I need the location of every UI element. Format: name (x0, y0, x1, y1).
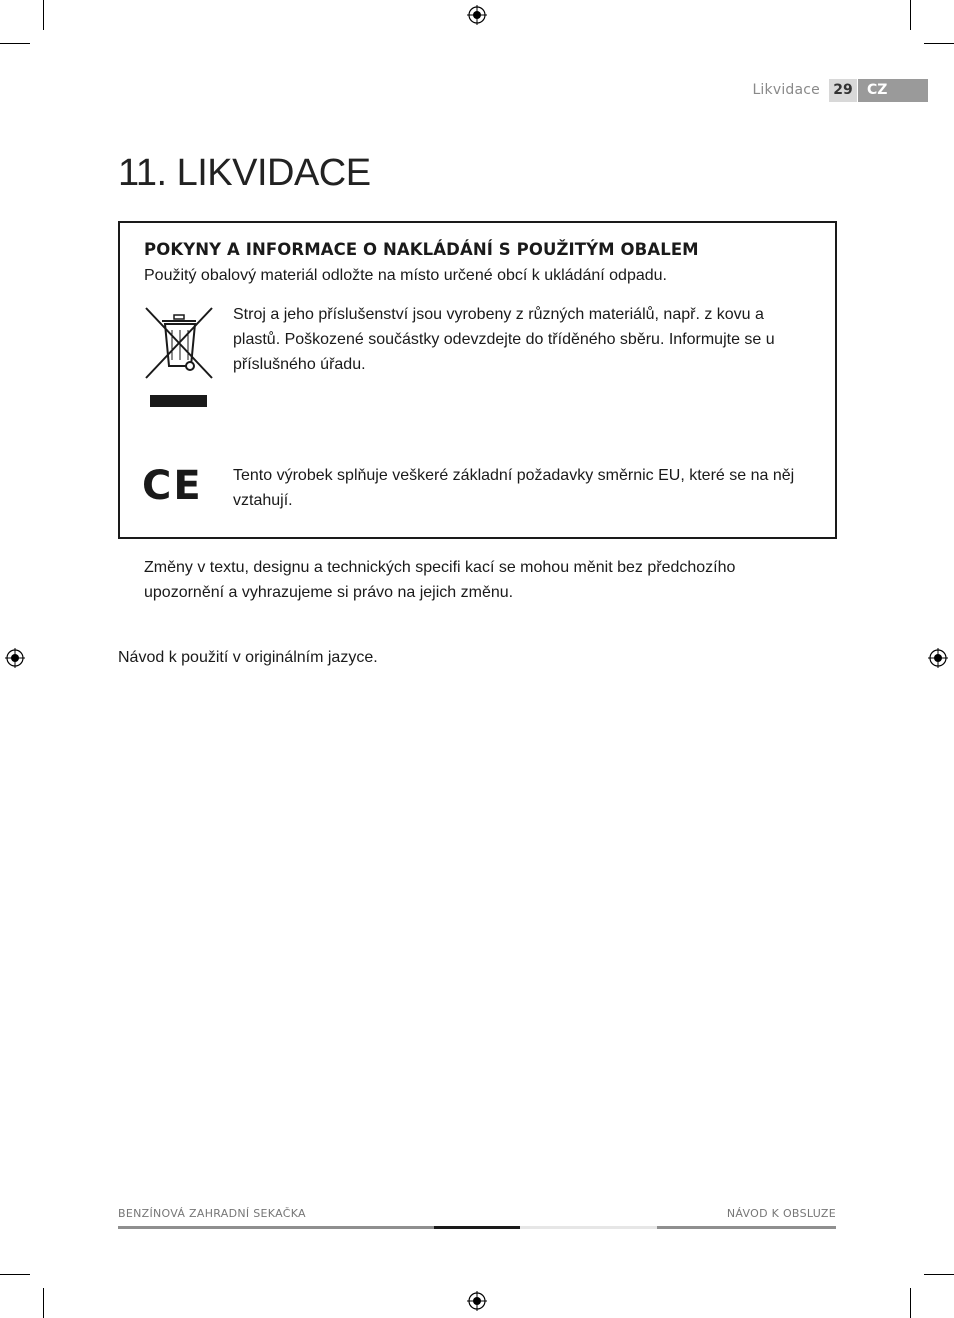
language-badge: CZ (858, 79, 928, 102)
crop-mark (924, 1274, 954, 1275)
registration-mark-icon (928, 648, 948, 668)
crop-mark (924, 43, 954, 44)
page-title: 11. LIKVIDACE (118, 152, 371, 194)
page-number: 29 (829, 79, 857, 102)
packaging-text: Použitý obalový materiál odložte na místo určené obcí k ukládání odpadu. (144, 267, 667, 284)
footer-bar-segment (520, 1226, 657, 1229)
section-label: Likvidace (752, 82, 820, 98)
crop-mark (910, 1288, 911, 1318)
changes-notice-line: upozornění a vyhrazujeme si právo na jejich změnu. (144, 584, 514, 601)
footer-bar-segment (434, 1226, 520, 1229)
weee-text-line: Stroj a jeho příslušenství jsou vyrobeny z různých materiálů, např. z kovu a (233, 306, 764, 323)
ce-mark-icon: CE (142, 463, 203, 509)
crossed-out-wheelie-bin-icon (142, 304, 216, 410)
footer-bar-segment (118, 1226, 434, 1229)
crop-mark (0, 43, 30, 44)
ce-text-line: vztahují. (233, 492, 293, 509)
footer-bar-segment (657, 1226, 836, 1229)
crop-mark (0, 1274, 30, 1275)
box-heading: POKYNY A INFORMACE O NAKLÁDÁNÍ S POUŽITÝM OBALEM (144, 240, 699, 259)
crop-mark (43, 1288, 44, 1318)
weee-text-line: příslušného úřadu. (233, 356, 366, 373)
crop-mark (910, 0, 911, 30)
crop-mark (43, 0, 44, 30)
ce-text-line: Tento výrobek splňuje veškeré základní požadavky směrnic EU, které se na něj (233, 467, 795, 484)
footer-doc-type: NÁVOD K OBSLUZE (726, 1207, 836, 1220)
weee-text-line: plastů. Poškozené součástky odevzdejte do tříděného sběru. Informujte se u (233, 331, 775, 348)
registration-mark-icon (467, 1291, 487, 1311)
registration-mark-icon (467, 5, 487, 25)
original-language-note: Návod k použití v originálním jazyce. (118, 649, 378, 666)
footer-product-name: BENZÍNOVÁ ZAHRADNÍ SEKAČKA (118, 1207, 306, 1220)
changes-notice-line: Změny v textu, designu a technických specifi kací se mohou měnit bez předchozího (144, 559, 736, 576)
registration-mark-icon (5, 648, 25, 668)
